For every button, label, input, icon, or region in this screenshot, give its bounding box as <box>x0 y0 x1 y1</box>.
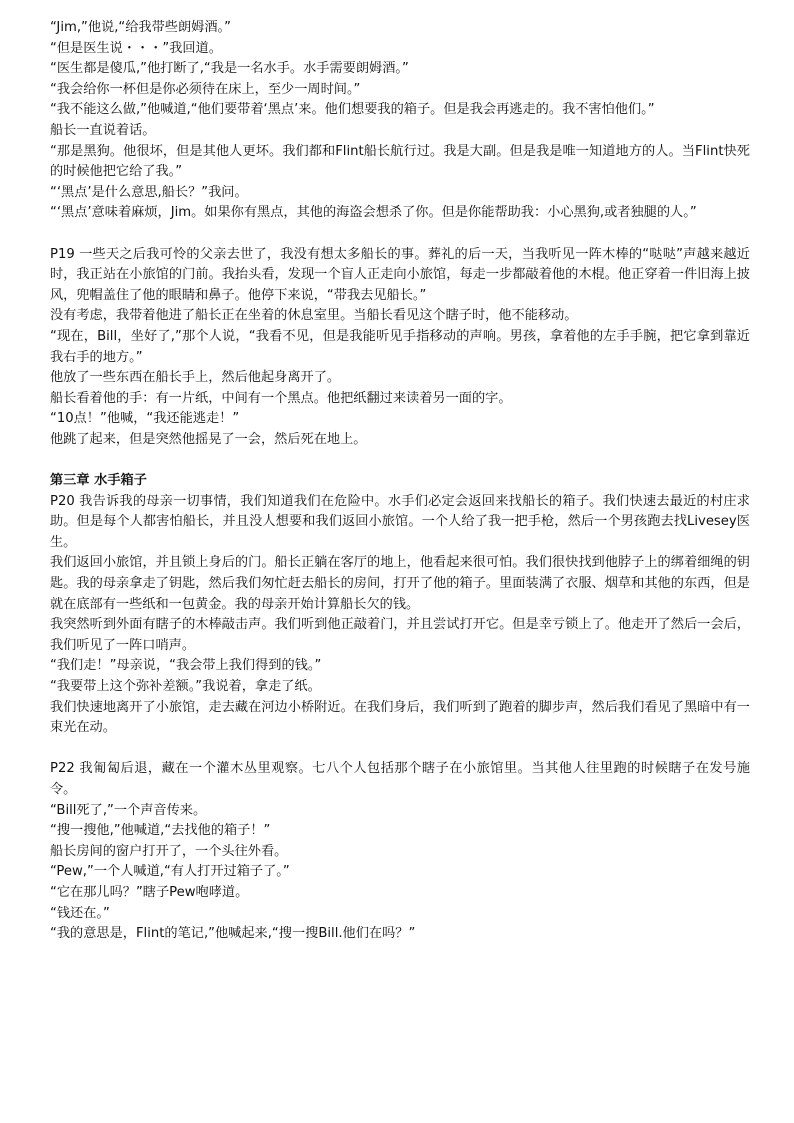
paragraph-p20: P20 我告诉我的母亲一切事情，我们知道我们在危险中。水手们必定会返回来找船长的箱子。我们快速去最近的村庄求助。但是每个人都害怕船长，并且没人想要和我们返回小旅馆。一个人给了我一把手枪，然后一个男孩跑去找Livesey医生。 <box>50 493 750 550</box>
paragraph-gap <box>50 739 750 760</box>
paragraph-gap <box>50 450 750 471</box>
narration-line: 没有考虑，我带着他进了船长正在坐着的休息室里。当船长看见这个瞎子时，他不能移动。 <box>50 308 578 324</box>
dialogue-line: “我的意思是，Flint的笔记,”他喊起来,“搜一搜Bill.他们在吗？” <box>50 926 416 942</box>
narration-line: 船长一直说着话。 <box>50 122 156 138</box>
narration-line: 我们快速地离开了小旅馆，走去藏在河边小桥附近。在我们身后，我们听到了跑着的脚步声，然后我们看见了黑暗中有一束光在动。 <box>50 699 750 736</box>
dialogue-line: “Jim,”他说,“给我带些朗姆酒。” <box>50 20 231 35</box>
dialogue-line: “但是医生说・・・”我回道。 <box>50 40 222 56</box>
dialogue-line: “Bill死了,”一个声音传来。 <box>50 802 207 818</box>
document-page <box>50 18 750 945</box>
dialogue-line: “我不能这么做,”他喊道,“他们要带着‘黑点’来。他们想要我的箱子。但是我会再逃走的。我不害怕他们。” <box>50 102 655 118</box>
dialogue-line: “搜一搜他,”他喊道,“去找他的箱子！” <box>50 823 271 839</box>
dialogue-line: “钱还在。” <box>50 905 110 921</box>
dialogue-line: “那是黑狗。他很坏，但是其他人更坏。我们都和Flint船长航行过。我是大副。但是我是唯一知道地方的人。当Flint快死的时候他把它给了我。” <box>50 143 750 180</box>
dialogue-line: “它在那儿吗？”瞎子Pew咆哮道。 <box>50 884 249 900</box>
paragraph-gap <box>50 224 750 245</box>
narration-line: 船长看着他的手：有一片纸，中间有一个黑点。他把纸翻过来读着另一面的字。 <box>50 390 512 406</box>
dialogue-line: “Pew,”一个人喊道,“有人打开过箱子了。” <box>50 864 290 880</box>
dialogue-line: “现在，Bill，坐好了,”那个人说，“我看不见，但是我能听见手指移动的声响。男孩，拿着他的左手手腕，把它拿到靠近我右手的地方。” <box>50 328 750 365</box>
dialogue-line: “‘黑点’是什么意思,船长？”我问。 <box>50 184 248 200</box>
chapter-heading: 第三章 水手箱子 <box>50 473 147 489</box>
paragraph-p22: P22 我匍匐后退，藏在一个灌木丛里观察。七八个人包括那个瞎子在小旅馆里。当其他人往里跑的时候瞎子在发号施令。 <box>50 761 750 797</box>
narration-line: 船长房间的窗户打开了，一个头往外看。 <box>50 843 288 859</box>
dialogue-line: “10点！”他喊，“我还能逃走！” <box>50 411 240 427</box>
dialogue-line: “‘黑点’意味着麻烦，Jim。如果你有黑点，其他的海盗会想杀了你。但是你能帮助我：小心黑狗,或者独腿的人。” <box>50 205 697 221</box>
narration-line: 他跳了起来，但是突然他摇晃了一会，然后死在地上。 <box>50 431 367 447</box>
narration-line: 我突然听到外面有瞎子的木棒敲击声。我们听到他正敲着门，并且尝试打开它。但是幸亏锁上了。他走开了然后一会后，我们听见了一阵口哨声。 <box>50 617 750 653</box>
dialogue-line: “我们走！”母亲说，“我会带上我们得到的钱。” <box>50 658 322 674</box>
narration-line: 我们返回小旅馆，并且锁上身后的门。船长正躺在客厅的地上，他看起来很可怕。我们很快找到他脖子上的绑着细绳的钥匙。我的母亲拿走了钥匙，然后我们匆忙赶去船长的房间，打开了他的箱子。里面装满了衣服、烟草和其他的东西，但是就在底部有一些纸和一包黄金。我的母亲开始计算船长欠的钱。 <box>50 555 750 612</box>
dialogue-line: “我要带上这个弥补差额。”我说着，拿走了纸。 <box>50 679 321 694</box>
paragraph-p19: P19 一些天之后我可怜的父亲去世了，我没有想太多船长的事。葬礼的后一天，当我听见一阵木棒的“哒哒”声越来越近时，我正站在小旅馆的门前。我抬头看，发现一个盲人正走向小旅馆，每走一步都敲着他的木棍。他正穿着一件旧海上披风，兜帽盖住了他的眼睛和鼻子。他停下来说，“带我去见船长。” <box>50 246 750 303</box>
narration-line: 他放了一些东西在船长手上，然后他起身离开了。 <box>50 370 341 386</box>
dialogue-line: “我会给你一杯但是你必须待在床上，至少一周时间。” <box>50 81 361 97</box>
dialogue-line: “医生都是傻瓜,”他打断了,“我是一名水手。水手需要朗姆酒。” <box>50 61 409 77</box>
